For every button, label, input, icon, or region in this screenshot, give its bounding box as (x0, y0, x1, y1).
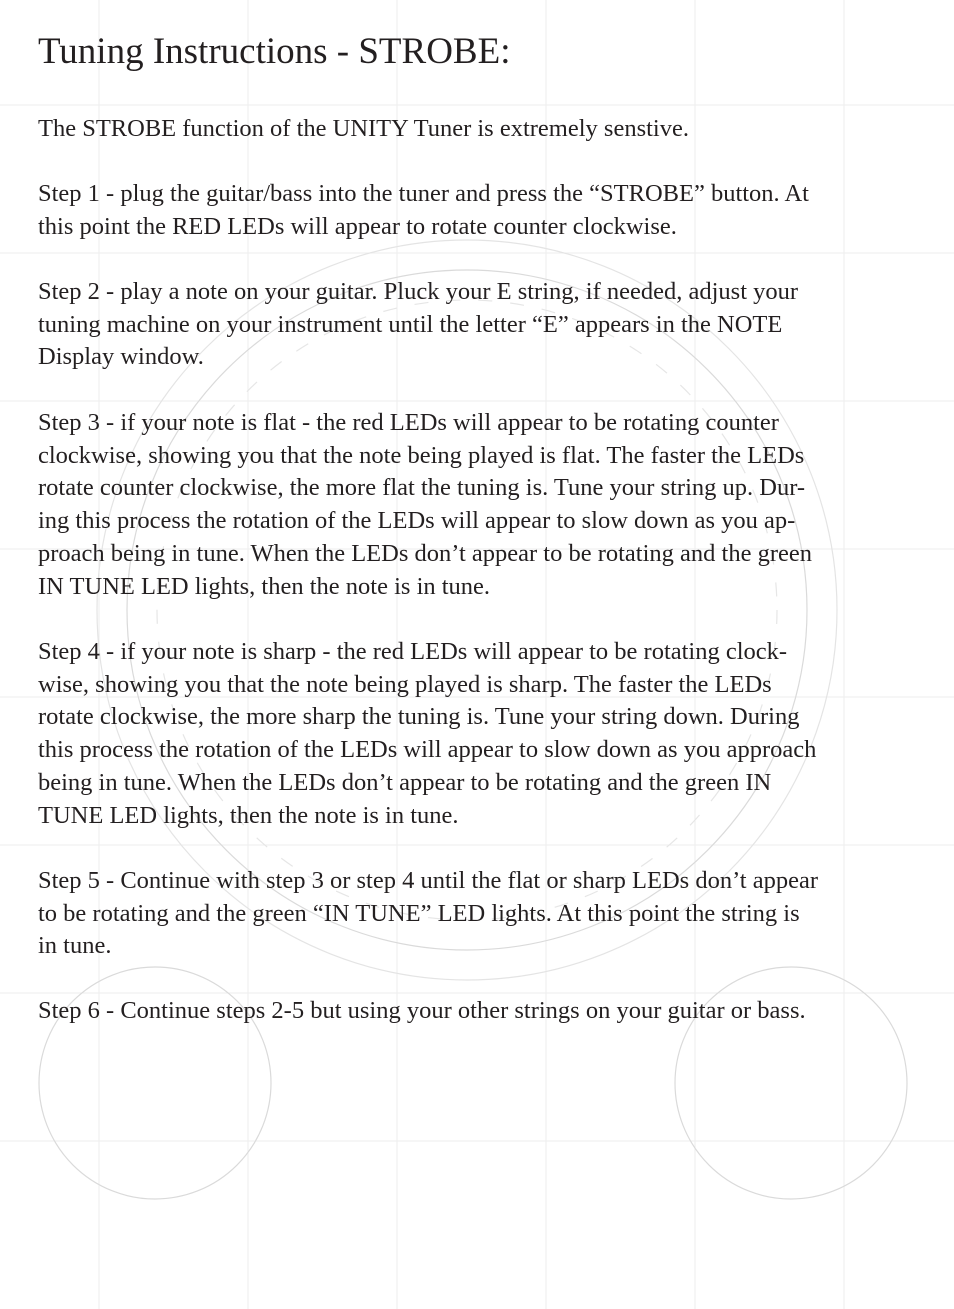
text-line: to be rotating and the green “IN TUNE” LED lights. At this point the string is (38, 899, 800, 927)
text-line: wise, showing you that the note being played is sharp. The faster the LEDs (38, 670, 772, 698)
text-line: Step 5 - Continue with step 3 or step 4 until the flat or sharp LEDs don’t appear (38, 867, 819, 894)
text-line: Display window. (38, 343, 204, 371)
text-line: Step 4 - if your note is sharp - the red LEDs will appear to be rotating clock- (38, 638, 788, 665)
text-line: this process the rotation of the LEDs will appear to slow down as you approach (38, 736, 817, 764)
text-line: tuning machine on your instrument until the letter “E” appears in the NOTE (38, 310, 783, 338)
text-line: The STROBE function of the UNITY Tuner is extremely senstive. (38, 115, 689, 142)
step-5-paragraph (38, 865, 918, 963)
text-line: Step 6 - Continue steps 2-5 but using your other strings on your guitar or bass. (38, 997, 806, 1024)
text-line: proach being in tune. When the LEDs don’t appear to be rotating and the green (38, 539, 812, 567)
step-4-paragraph (38, 636, 918, 832)
text-line: rotate counter clockwise, the more flat the tuning is. Tune your string up. Dur- (38, 474, 806, 502)
text-line: Step 3 - if your note is flat - the red LEDs will appear to be rotating counter (38, 409, 779, 436)
step-2-paragraph (38, 276, 918, 374)
text-line: rotate clockwise, the more sharp the tuning is. Tune your string down. During (38, 703, 800, 731)
text-line: Step 2 - play a note on your guitar. Pluck your E string, if needed, adjust your (38, 278, 799, 305)
text-line: in tune. (38, 932, 112, 960)
text-line: TUNE LED lights, then the note is in tune. (38, 801, 459, 829)
text-line: clockwise, showing you that the note being played is flat. The faster the LEDs (38, 441, 805, 469)
text-line: Step 1 - plug the guitar/bass into the tuner and press the “STROBE” button. At (38, 180, 809, 207)
text-line: ing this process the rotation of the LEDs will appear to slow down as you ap- (38, 507, 796, 535)
intro-paragraph (38, 113, 918, 146)
text-line: this point the RED LEDs will appear to rotate counter clockwise. (38, 212, 677, 240)
step-3-paragraph (38, 407, 918, 603)
page-title: Tuning Instructions - STROBE: (38, 31, 511, 72)
step-1-paragraph (38, 178, 918, 243)
step-6-paragraph (38, 995, 918, 1028)
text-line: IN TUNE LED lights, then the note is in tune. (38, 572, 491, 600)
text-line: being in tune. When the LEDs don’t appear to be rotating and the green IN (38, 768, 772, 796)
